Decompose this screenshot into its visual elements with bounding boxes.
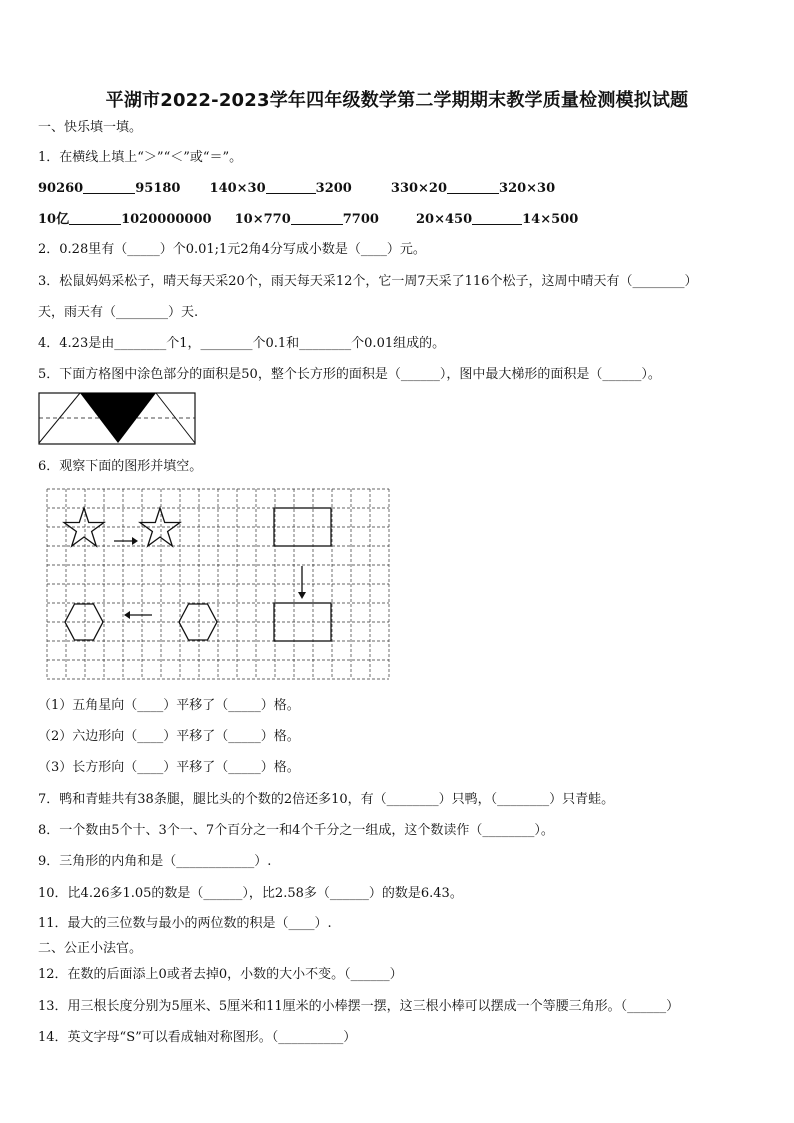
compare-left-1: 90260 [38, 181, 84, 196]
answer-blank[interactable] [291, 211, 343, 225]
section-2-heading: 二、公正小法官。 [38, 941, 143, 956]
compare-right-5: 7700 [342, 212, 379, 227]
question-8: 8．一个数由5个十、3个一、7个百分之一和4个千分之一组成，这个数读作（________）。 [38, 823, 554, 838]
question-11: 11．最大的三位数与最小的两位数的积是（____）. [38, 916, 332, 931]
compare-left-6: 20×450 [416, 212, 473, 227]
compare-right-3: 320×30 [499, 181, 556, 196]
question-6-part-3: （3）长方形向（____）平移了（_____）格。 [38, 760, 300, 775]
answer-blank[interactable] [447, 180, 499, 194]
question-7: 7．鸭和青蛙共有38条腿，腿比头的个数的2倍还多10，有（________）只鸭，（________）只青蛙。 [38, 792, 615, 807]
answer-blank[interactable] [266, 180, 316, 194]
compare-right-4: 1020000000 [121, 212, 212, 227]
answer-blank[interactable] [69, 211, 121, 225]
arrow-down-icon [298, 566, 306, 599]
answer-blank[interactable] [472, 211, 522, 225]
compare-left-2: 140×30 [209, 181, 266, 196]
compare-left-4: 10亿 [38, 212, 70, 227]
section-1-heading: 一、快乐填一填。 [38, 120, 143, 135]
question-6-part-2: （2）六边形向（____）平移了（_____）格。 [38, 729, 300, 744]
compare-right-6: 14×500 [522, 212, 579, 227]
dashed-grid [47, 489, 389, 679]
question-1-row-1 [38, 180, 555, 198]
arrow-left-icon [124, 611, 152, 619]
question-1: 1．在横线上填上“＞”“＜”或“＝”。 [38, 150, 243, 165]
question-13: 13．用三根长度分别为5厘米、5厘米和11厘米的小棒摆一摆，这三根小棒可以摆成一个等腰三角形。（______） [38, 999, 680, 1014]
question-6-part-1: （1）五角星向（____）平移了（_____）格。 [38, 698, 300, 713]
question-9: 9．三角形的内角和是（____________）. [38, 854, 272, 869]
question-14: 14．英文字母“S”可以看成轴对称图形。（__________） [38, 1030, 357, 1045]
answer-blank[interactable] [83, 180, 135, 194]
question-3-line-1: 3．松鼠妈妈采松子，晴天每天采20个，雨天每天采12个，它一周7天采了116个松子，这周中晴天有（________） [38, 274, 698, 289]
compare-right-2: 3200 [315, 181, 352, 196]
question-1-row-2 [38, 211, 578, 229]
question-12: 12．在数的后面添上0或者去掉0，小数的大小不变。（______） [38, 967, 403, 982]
arrow-right-icon [114, 537, 138, 545]
question-4: 4．4.23是由________个1，________个0.1和________个0.01组成的。 [38, 336, 446, 351]
compare-left-5: 10×770 [234, 212, 291, 227]
compare-left-3: 330×20 [390, 181, 448, 196]
question-5: 5．下面方格图中涂色部分的面积是50，整个长方形的面积是（______），图中最大梯形的面积是（______）。 [38, 367, 661, 382]
question-3-line-2: 天，雨天有（________）天. [38, 305, 199, 320]
compare-right-1: 95180 [135, 181, 181, 196]
question-10: 10．比4.26多1.05的数是（______），比2.58多（______）的数是6.43。 [38, 886, 463, 901]
question-2: 2．0.28里有（_____）个0.01;1元2角4分写成小数是（____）元。 [38, 242, 426, 257]
question-5-figure [38, 392, 196, 446]
question-6: 6．观察下面的图形并填空。 [38, 459, 203, 474]
question-6-grid-figure [46, 488, 390, 680]
page-title: 平湖市2022-2023学年四年级数学第二学期期末教学质量检测模拟试题 [105, 90, 689, 111]
